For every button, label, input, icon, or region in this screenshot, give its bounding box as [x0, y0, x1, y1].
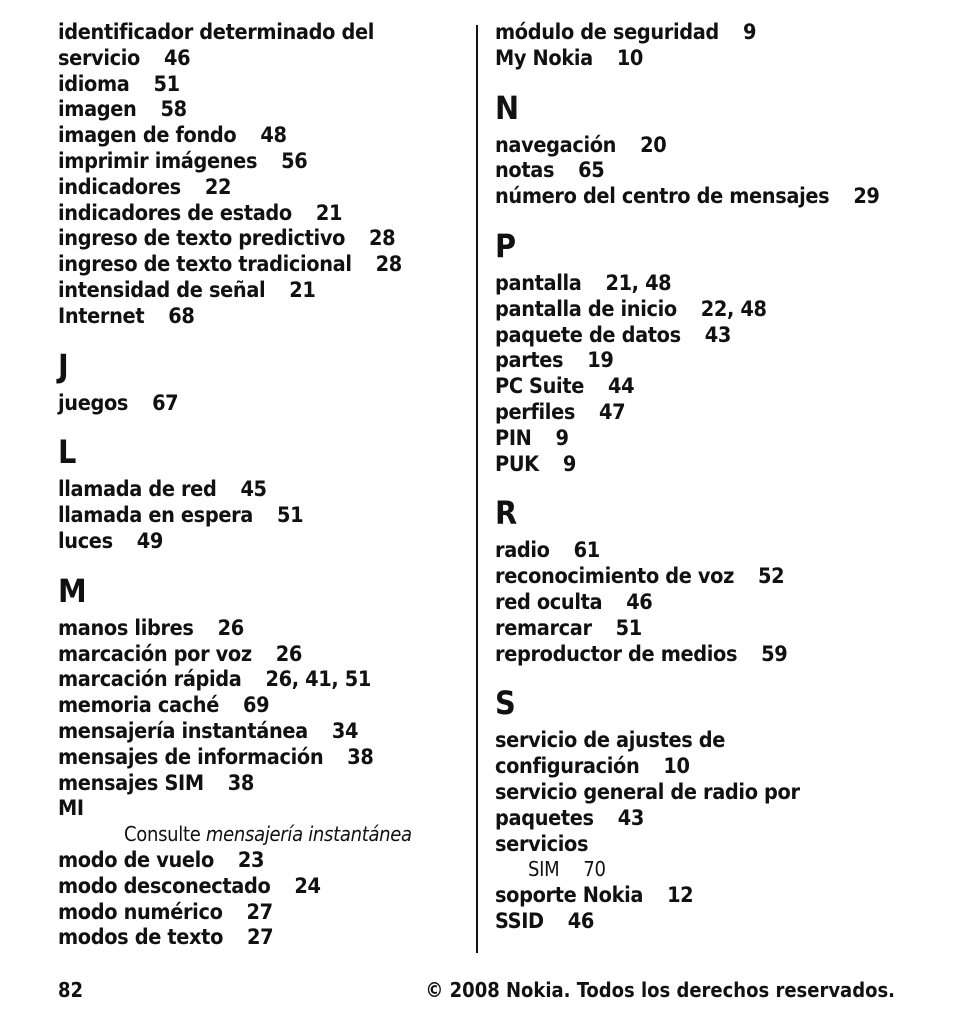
page-ref: 44 — [608, 374, 635, 400]
page-ref: 49 — [136, 528, 163, 554]
index-entry: número del centro de mensajes 29 — [495, 184, 880, 210]
index-entry: notas 65 — [495, 158, 605, 184]
index-entry: identificador determinado del servicio 46 — [58, 20, 374, 71]
index-entry: Internet 68 — [58, 303, 195, 329]
page-ref: 26 — [217, 615, 244, 641]
index-entry: modos de texto 27 — [58, 925, 274, 951]
page-ref: 46 — [164, 45, 191, 71]
index-entry: servicios — [495, 831, 589, 857]
section-letter-s: S — [495, 684, 516, 723]
index-entry: PIN 9 — [495, 425, 569, 451]
page-ref: 51 — [615, 615, 642, 641]
page-ref: 69 — [243, 693, 270, 719]
index-entry: remarcar 51 — [495, 615, 642, 641]
index-entry: indicadores 22 — [58, 174, 232, 200]
page-ref: 65 — [578, 158, 605, 184]
page-ref: 38 — [347, 744, 374, 770]
index-entry: intensidad de señal 21 — [58, 277, 316, 303]
index-entry: módulo de seguridad 9 — [495, 20, 757, 45]
index-entry: soporte Nokia 12 — [495, 883, 694, 909]
page-ref: 26, 41, 51 — [265, 667, 371, 693]
page-ref: 51 — [153, 71, 180, 97]
page-ref: 19 — [587, 348, 614, 374]
section-letter-m: M — [58, 571, 87, 610]
copyright-notice: © 2008 Nokia. Todos los derechos reservados. — [425, 978, 895, 1002]
page-number: 82 — [58, 978, 84, 1002]
page-ref: 51 — [277, 503, 304, 529]
page-ref: 28 — [375, 252, 402, 278]
index-entry: manos libres 26 — [58, 615, 244, 641]
page-ref: 22 — [204, 174, 232, 200]
index-entry: red oculta 46 — [495, 589, 653, 615]
index-entry: llamada en espera 51 — [58, 503, 304, 529]
index-entry: PC Suite 44 — [495, 374, 635, 400]
index-entry: reconocimiento de voz 52 — [495, 564, 785, 590]
column-divider — [476, 25, 478, 953]
index-entry: pantalla 21, 48 — [495, 270, 672, 296]
index-entry: imprimir imágenes 56 — [58, 148, 308, 174]
page-ref: 12 — [667, 883, 694, 909]
page-ref: 21 — [315, 200, 343, 226]
section-letter-j: J — [58, 346, 69, 385]
page-ref: 9 — [562, 451, 576, 477]
page-ref: 48 — [260, 123, 287, 149]
index-entry: radio 61 — [495, 538, 600, 564]
page-ref: 47 — [599, 399, 626, 425]
index-entry: mensajes de información 38 — [58, 744, 374, 770]
page-ref: 29 — [853, 184, 880, 210]
page-ref: 43 — [704, 322, 732, 348]
index-entry: perfiles 47 — [495, 399, 626, 425]
index-entry: partes 19 — [495, 348, 614, 374]
index-entry: indicadores de estado 21 — [58, 200, 343, 226]
page-ref: 27 — [246, 899, 273, 925]
section-letter-n: N — [495, 88, 520, 127]
page-ref: 58 — [160, 97, 187, 123]
index-entry: modo desconectado 24 — [58, 873, 321, 899]
index-entry: ingreso de texto predictivo 28 — [58, 226, 396, 252]
page-ref: 45 — [240, 477, 267, 503]
page-ref: 56 — [281, 148, 308, 174]
see-also-reference: Consulte mensajería instantánea — [124, 822, 412, 847]
page-ref: 20 — [640, 132, 667, 158]
section-letter-r: R — [495, 494, 518, 533]
page-ref: 67 — [152, 390, 179, 416]
page-ref: 43 — [617, 805, 644, 831]
page-ref: 70 — [583, 857, 606, 882]
page-ref: 21 — [289, 277, 316, 303]
page-ref: 23 — [237, 847, 265, 873]
page-ref: 21, 48 — [605, 270, 672, 296]
index-entry: juegos 67 — [58, 390, 179, 416]
page-ref: 46 — [567, 908, 594, 934]
index-entry: imagen de fondo 48 — [58, 123, 287, 149]
page-ref: 52 — [758, 564, 785, 590]
page-ref: 27 — [247, 925, 274, 951]
section-letter-l: L — [58, 433, 77, 472]
index-entry: marcación por voz 26 — [58, 641, 302, 667]
page-ref: 22, 48 — [700, 296, 767, 322]
page-ref: 9 — [555, 425, 569, 451]
index-entry: modo numérico 27 — [58, 899, 273, 925]
index-entry: SSID 46 — [495, 908, 594, 934]
index-subentry: SIM 70 — [528, 857, 606, 882]
index-entry: PUK 9 — [495, 451, 576, 477]
index-entry: MI — [58, 796, 84, 822]
page-ref: 34 — [331, 718, 359, 744]
index-entry: ingreso de texto tradicional 28 — [58, 252, 402, 278]
index-entry: paquete de datos 43 — [495, 322, 732, 348]
page-ref: 10 — [663, 754, 690, 780]
index-group-i — [58, 20, 470, 330]
index-entry: reproductor de medios 59 — [495, 641, 788, 667]
page-ref: 24 — [294, 873, 321, 899]
index-entry: modo de vuelo 23 — [58, 847, 265, 873]
page-ref: 61 — [573, 538, 600, 564]
page-ref: 38 — [227, 770, 255, 796]
index-entry: mensajería instantánea 34 — [58, 718, 359, 744]
page-ref: 59 — [761, 641, 788, 667]
index-entry: servicio de ajustes de configuración 10 — [495, 728, 726, 780]
index-entry: llamada de red 45 — [58, 477, 267, 503]
page-ref: 10 — [616, 45, 644, 71]
page-ref: 28 — [369, 226, 396, 252]
page-ref: 26 — [275, 641, 302, 667]
index-entry: My Nokia 10 — [495, 45, 644, 71]
index-entry: memoria caché 69 — [58, 693, 270, 719]
page-ref: 46 — [626, 589, 653, 615]
index-column-left — [58, 20, 470, 951]
page-ref: 9 — [742, 20, 757, 45]
index-entry: navegación 20 — [495, 132, 667, 158]
index-column-right — [495, 20, 915, 935]
see-also-target: mensajería instantánea — [205, 822, 412, 847]
section-letter-p: P — [495, 226, 517, 265]
index-entry: pantalla de inicio 22, 48 — [495, 296, 767, 322]
index-entry: luces 49 — [58, 528, 163, 554]
page-ref: 68 — [168, 303, 195, 329]
index-entry: mensajes SIM 38 — [58, 770, 255, 796]
index-entry: imagen 58 — [58, 97, 187, 123]
index-entry: servicio general de radio por paquetes 43 — [495, 779, 800, 831]
index-entry: idioma 51 — [58, 71, 180, 97]
index-entry: marcación rápida 26, 41, 51 — [58, 667, 371, 693]
